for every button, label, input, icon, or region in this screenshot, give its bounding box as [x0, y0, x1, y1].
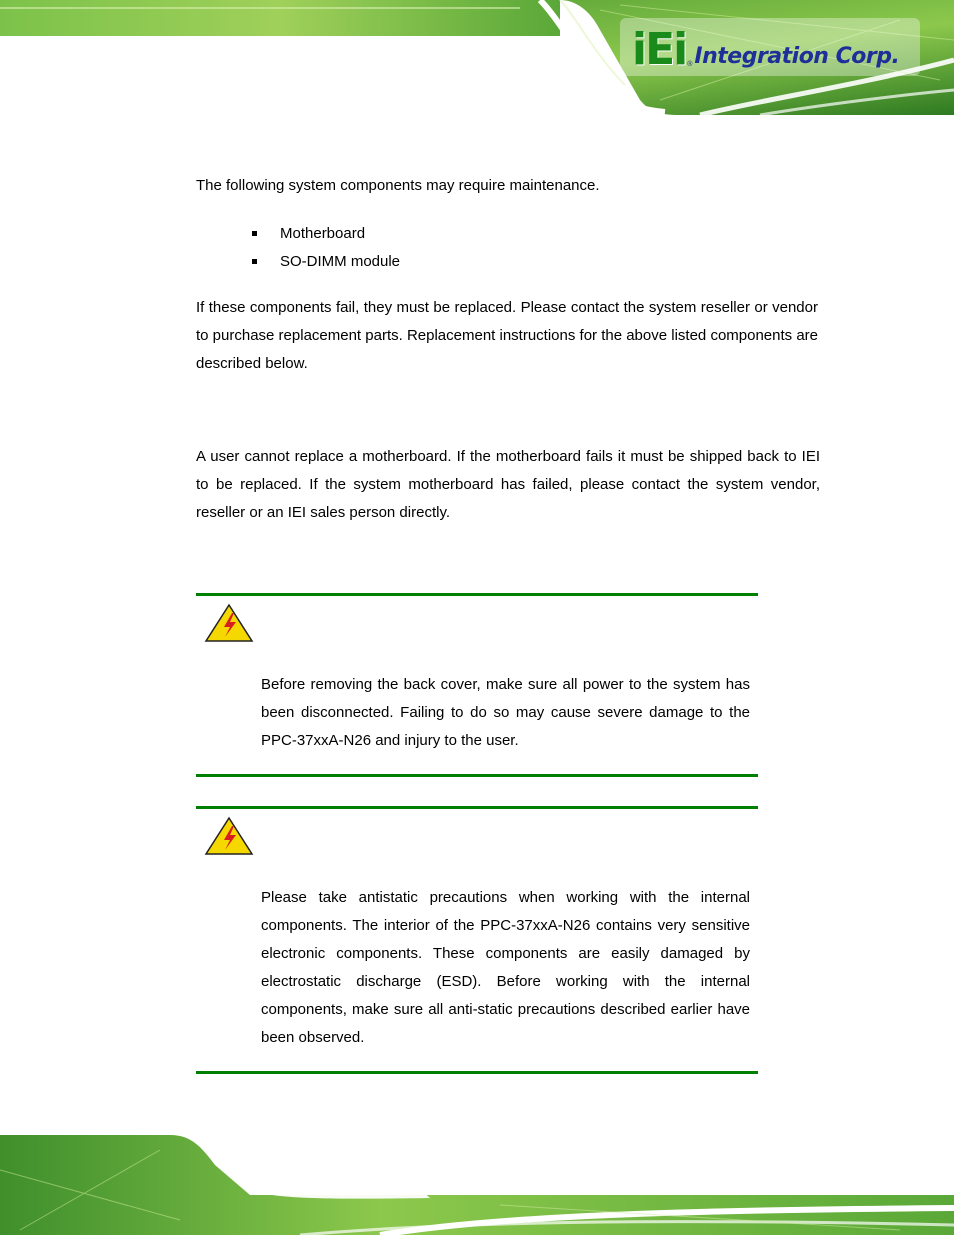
list-item [252, 220, 400, 248]
component-list [252, 220, 400, 276]
warning-text: Please take antistatic precautions when working with the internal components. The interior of the PPC-37xxA-N26 contains very sensitive electronic components. These components are easily damaged by electrostatic discharge (ESD). Before working with the internal components, make sure all anti-static precautions described earlier have been observed. [261, 889, 750, 1046]
intro-paragraph: The following system components may require maintenance. [196, 177, 600, 194]
list-item [252, 248, 400, 276]
warning-top-rule [196, 593, 758, 596]
logo-registered-mark: ® [687, 61, 693, 68]
logo-name: Integration Corp. [694, 44, 900, 69]
logo-mark: iEi [632, 24, 687, 75]
company-logo [632, 24, 900, 75]
warning-text: Before removing the back cover, make sure all power to the system has been disconnected. Failing to do so may cause severe damage to the PPC-37xxA-N26 and injury to the user. [261, 676, 750, 749]
warning-bottom-rule [196, 1071, 758, 1074]
motherboard-paragraph: A user cannot replace a motherboard. If the motherboard fails it must be shipped back to IEI to be replaced. If the system motherboard has failed, please contact the system vendor, reseller or an IEI sales person directly. [196, 448, 820, 521]
list-item-label: SO-DIMM module [280, 253, 401, 270]
warning-bottom-rule [196, 774, 758, 777]
bullet-square-icon [252, 231, 257, 236]
bullet-square-icon [252, 259, 257, 264]
footer-banner [0, 1130, 954, 1235]
warning-triangle-lightning-icon [204, 603, 254, 643]
list-item-label: Motherboard [280, 225, 366, 242]
warning-top-rule [196, 806, 758, 809]
replacement-paragraph: If these components fail, they must be replaced. Please contact the system reseller or vendor to purchase replacement parts. Replacement instructions for the above listed components are described below. [196, 299, 819, 372]
warning-triangle-lightning-icon [204, 816, 254, 856]
